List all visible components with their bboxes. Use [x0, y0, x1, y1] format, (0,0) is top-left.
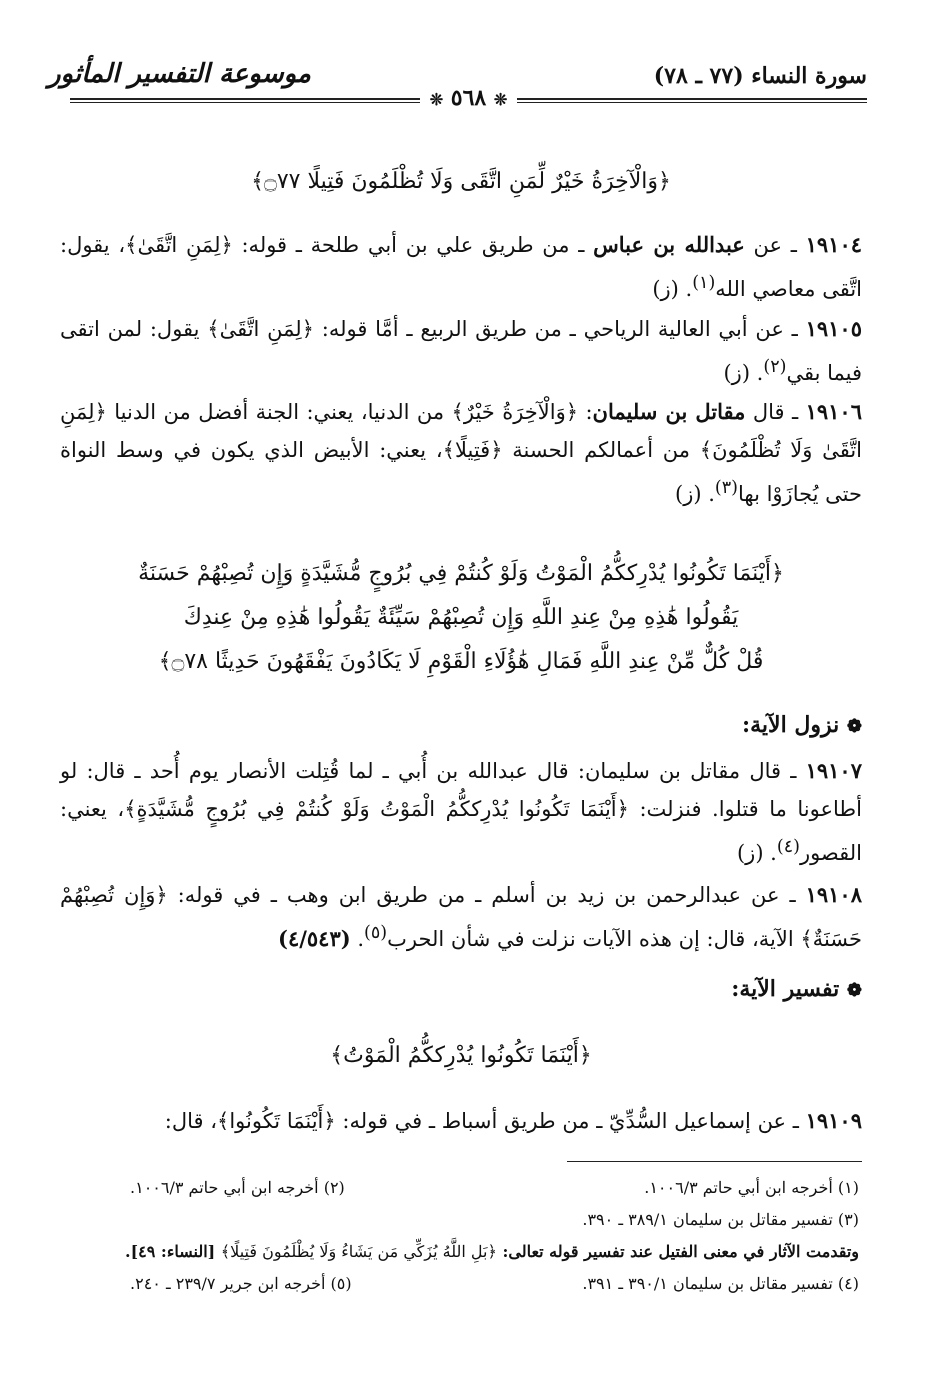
quran-quote: ﴿لِمَنِ اتَّقَىٰ وَلَا تُظْلَمُونَ﴾: [60, 400, 862, 462]
athar-19109: [60, 1102, 862, 1140]
athar-19104: [60, 226, 862, 308]
page-number-box: [420, 85, 518, 111]
text: .: [350, 927, 365, 951]
section-heading-nuzul: [742, 712, 862, 738]
text: يقول: لمن اتقى فيما بقي: [60, 317, 862, 385]
quran-quote: ﴿بَلِ اللَّهُ يُزَكِّي مَن يَشَاءُ وَلَا يُظْلَمُونَ فَتِيلًا﴾: [220, 1242, 497, 1261]
text: ، يقول: اتَّقى معاصي الله: [60, 233, 862, 301]
verse-line: ﴿أَيْنَمَا تَكُونُوا يُدْرِككُّمُ الْمَوْتُ وَلَوْ كُنتُمْ فِي بُرُوجٍ مُّشَيَّدَةٍ وَإِن تُصِبْهُمْ حَسَنَةٌ: [138, 561, 784, 586]
athar-number: ١٩١٠٨: [805, 882, 862, 907]
note-ref: [النساء: ٤٩].: [125, 1242, 221, 1261]
athar-19107: [60, 752, 862, 872]
text: ـ من طريق علي بن أبي طلحة ـ قوله:: [232, 233, 594, 257]
page-header: [30, 55, 907, 115]
athar-19105: [60, 310, 862, 392]
text: الآية، قال: إن هذه الآيات نزلت في شأن الحرب: [387, 927, 801, 951]
note-text: وتقدمت الآثار في معنى الفتيل عند تفسير قوله تعالى:: [496, 1242, 859, 1261]
text: ، قال:: [164, 1109, 218, 1133]
quran-quote: ﴿أَيْنَمَا تَكُونُوا يُدْرِككُّمُ الْمَوْتُ وَلَوْ كُنتُمْ فِي بُرُوجٍ مُّشَيَّدَةٍ﴾: [124, 797, 629, 821]
text: ـ قال مقاتل بن سليمان: قال عبدالله بن أُبي ـ لما قُتِلت الأنصار يوم أُحد ـ قال: لو أطاعونا ما قتلوا. فنزلت:: [60, 759, 862, 821]
footnote-ref: (٤): [776, 837, 800, 857]
ornament-icon: ❊: [429, 90, 444, 109]
athar-number: ١٩١٠٤: [805, 232, 863, 257]
section-title: نزول الآية:: [742, 712, 840, 738]
flower-icon: ❁: [846, 980, 862, 1001]
header-surah-title: سورة النساء (٧٧ ـ ٧٨): [653, 63, 867, 89]
footnote-note: [125, 1242, 859, 1261]
footnote-1: (١) أخرجه ابن أبي حاتم ١٠٠٦/٣.: [644, 1178, 859, 1197]
text: . (ز): [652, 277, 693, 301]
verse-77: ﴿وَالْآخِرَةُ خَيْرٌ لِّمَنِ اتَّقَى وَلَا تُظْلَمُونَ فَتِيلًا ۝٧٧﴾: [251, 169, 671, 194]
narrator-name: عبدالله بن عباس: [593, 232, 745, 257]
quran-quote: ﴿لِمَنِ اتَّقَىٰ﴾: [207, 317, 314, 341]
athar-number: ١٩١٠٦: [805, 399, 862, 424]
athar-number: ١٩١٠٧: [805, 758, 862, 783]
footnote-ref: (٣): [714, 478, 738, 498]
text: . (ز): [675, 482, 715, 506]
flower-icon: ❁: [846, 716, 862, 737]
footnote-ref: (١): [692, 273, 716, 293]
quran-quote: ﴿لِمَنِ اتَّقَىٰ﴾: [125, 233, 233, 257]
text: ـ عن عبدالرحمن بن زيد بن أسلم ـ من طريق ابن وهب ـ في قوله:: [167, 883, 806, 907]
quran-quote: ﴿وَالْآخِرَةُ خَيْرٌ﴾: [451, 400, 579, 424]
footnote-4: (٤) تفسير مقاتل بن سليمان ٣٩٠/١ ـ ٣٩١.: [582, 1274, 859, 1293]
text: من الدنيا، يعني: الجنة أفضل من الدنيا: [106, 400, 452, 424]
footnote-rule: [567, 1161, 862, 1162]
athar-number: ١٩١٠٩: [805, 1108, 862, 1133]
text: . (ز): [736, 841, 777, 865]
quran-quote: ﴿أَيْنَمَا تَكُونُوا﴾: [217, 1109, 336, 1133]
section-heading-tafsir: [731, 976, 862, 1002]
verse-line: يَقُولُوا هَٰذِهِ مِنْ عِندِ اللَّهِ وَإِن تُصِبْهُمْ سَيِّئَةٌ يَقُولُوا هَٰذِهِ مِنْ عِندِكَ: [183, 605, 739, 630]
text: ـ عن إسماعيل السُّدِّيّ ـ من طريق أسباط ـ في قوله:: [335, 1109, 806, 1133]
text: من أعمالكم الحسنة: [502, 438, 700, 462]
athar-19106: [60, 393, 862, 513]
section-title: تفسير الآية:: [731, 976, 840, 1002]
text: ـ قال: [745, 400, 806, 424]
verse-78-excerpt: ﴿أَيْنَمَا تَكُونُوا يُدْرِككُّمُ الْمَوْتُ﴾: [330, 1043, 592, 1068]
volume-ref: (٤/٥٤٣): [278, 926, 351, 951]
text: ـ عن أبي العالية الرياحي ـ من طريق الربيع ـ أمَّا قوله:: [314, 317, 806, 341]
footnote-3: (٣) تفسير مقاتل بن سليمان ٣٨٩/١ ـ ٣٩٠.: [582, 1210, 859, 1229]
quran-quote: ﴿فَتِيلًا﴾: [442, 438, 503, 462]
header-book-title: موسوعة التفسير المأثور: [48, 59, 311, 89]
verse-78: [60, 552, 862, 684]
text: ـ عن: [744, 233, 806, 257]
text: :: [578, 400, 593, 424]
footnote-2: (٢) أخرجه ابن أبي حاتم ١٠٠٦/٣.: [130, 1178, 345, 1197]
page-number: ٥٦٨: [450, 85, 487, 111]
narrator-name: مقاتل بن سليمان: [592, 399, 746, 424]
text: . (ز): [723, 361, 764, 385]
text: ، يعني: القصور: [60, 797, 862, 865]
footnote-ref: (٢): [763, 357, 787, 377]
text: ، يعني: الأبيض الذي يكون في وسط النواة حتى يُجازَوْا بها: [60, 438, 862, 506]
athar-number: ١٩١٠٥: [805, 316, 862, 341]
quran-quote: ﴿وَإِن تُصِبْهُمْ حَسَنَةٌ﴾: [60, 883, 862, 951]
athar-19108: [60, 876, 862, 958]
footnote-ref: (٥): [364, 923, 388, 943]
footnote-5: (٥) أخرجه ابن جرير ٢٣٩/٧ ـ ٢٤٠.: [130, 1274, 352, 1293]
ornament-icon: ❊: [493, 90, 508, 109]
verse-line: قُلْ كُلٌّ مِّنْ عِندِ اللَّهِ فَمَالِ هَٰؤُلَاءِ الْقَوْمِ لَا يَكَادُونَ يَفْقَهُونَ حَدِيثًا ۝٧٨﴾: [158, 649, 764, 674]
